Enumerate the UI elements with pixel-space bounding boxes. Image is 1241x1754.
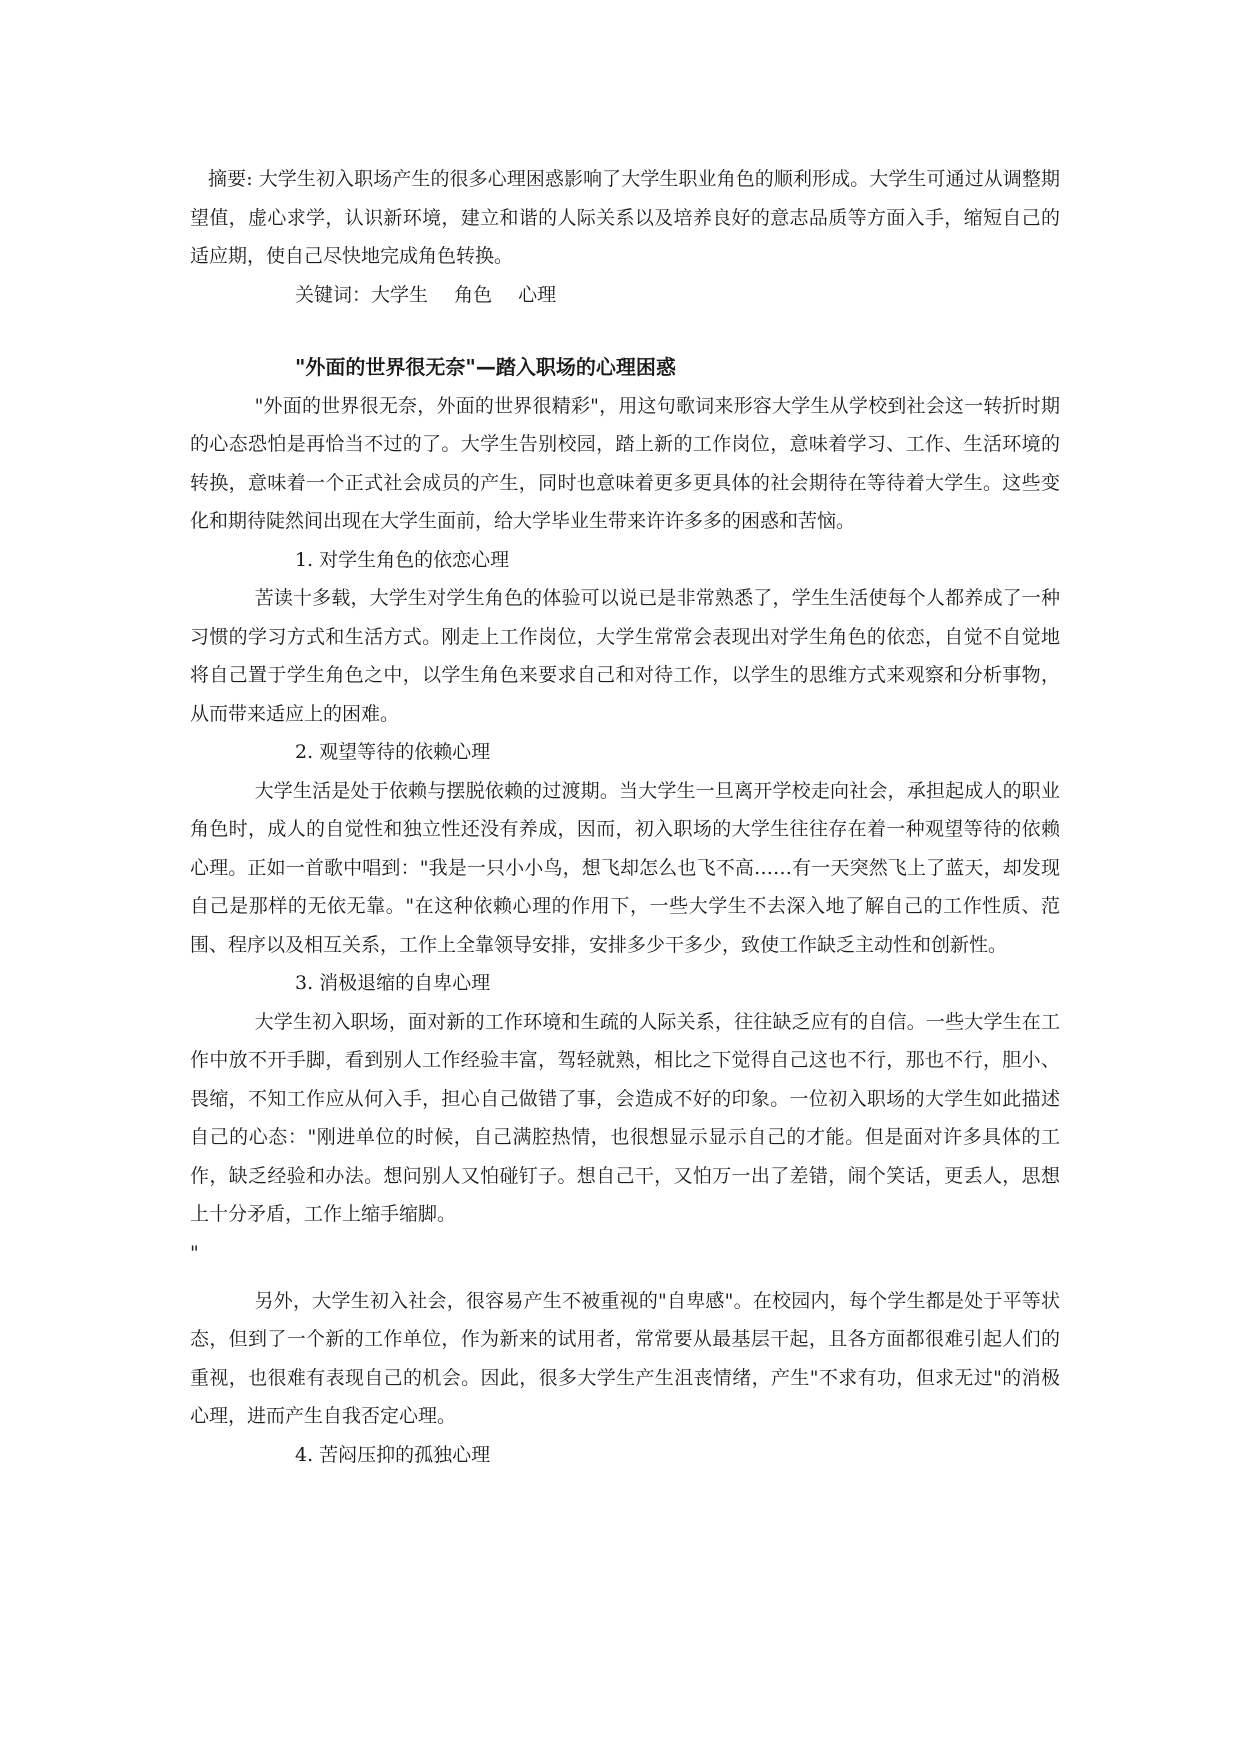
- document-page: [190, 160, 1060, 1474]
- point-body-continued: 另外，大学生初入社会，很容易产生不被重视的"自卑感"。在校园内，每个学生都是处于平等状态，但到了一个新的工作单位，作为新来的试用者，常常要从最基层干起，且各方面都很难引起人们的重视，也很难有表现自己的机会。因此，很多大学生产生沮丧情绪，产生"不求有功，但求无过"的消极心理，进而产生自我否定心理。: [190, 1289, 1060, 1427]
- point-body: 大学生活是处于依赖与摆脱依赖的过渡期。当大学生一旦离开学校走向社会，承担起成人的职业角色时，成人的自觉性和独立性还没有养成，因而，初入职场的大学生往往存在着一种观望等待的依赖心理。正如一首歌中唱到："我是一只小小鸟，想飞却怎么也飞不高……有一天突然飞上了蓝天，却发现自己是那样的无依无靠。"在这种依赖心理的作用下，一些大学生不去深入地了解自己的工作性质、范围、程序以及相互关系，工作上全靠领导安排，安排多少干多少，致使工作缺乏主动性和创新性。: [190, 779, 1060, 956]
- keywords-label: 关键词：大学生: [295, 283, 429, 306]
- section-intro-paragraph: "外面的世界很无奈，外面的世界很精彩"，用这句歌词来形容大学生从学校到社会这一转折时期的心态恐怕是再恰当不过的了。大学生告别校园，踏上新的工作岗位，意味着学习、工作、生活环境的转换，意味着一个正式社会成员的产生，同时也意味着更多更具体的社会期待在等待着大学生。这些变化和期待陡然间出现在大学生面前，给大学毕业生带来许许多多的困惑和苦恼。: [190, 394, 1060, 532]
- point-body: 大学生初入职场，面对新的工作环境和生疏的人际关系，往往缺乏应有的自信。一些大学生在工作中放不开手脚，看到别人工作经验丰富，驾轻就熟，相比之下觉得自己这也不行，那也不行，胆小、畏缩，不知工作应从何入手，担心自己做错了事，会造成不好的印象。一位初入职场的大学生如此描述自己的心态："刚进单位的时候，自己满腔热情，也很想显示显示自己的才能。但是面对许多具体的工作，缺乏经验和办法。想问别人又怕碰钉子。想自己干，又怕万一出了差错，闹个笑话，更丢人，思想上十分矛盾，工作上缩手缩脚。: [190, 1010, 1060, 1225]
- closing-quote: ": [190, 1241, 199, 1264]
- point-title: 2. 观望等待的依赖心理: [295, 741, 491, 763]
- keyword-item: 角色: [454, 283, 493, 306]
- keywords-line: [190, 276, 1060, 315]
- keyword-item: 心理: [518, 283, 557, 306]
- point-title: 3. 消极退缩的自卑心理: [295, 972, 491, 994]
- abstract-paragraph: 摘要: 大学生初入职场产生的很多心理困惑影响了大学生职业角色的顺利形成。大学生可通过从调整期望值，虚心求学，认识新环境，建立和谐的人际关系以及培养良好的意志品质等方面入手，缩短自己的适应期，使自己尽快地完成角色转换。: [190, 168, 1060, 267]
- section-heading: "外面的世界很无奈"—踏入职场的心理困惑: [295, 355, 676, 379]
- paragraph-gap: [190, 1272, 1060, 1282]
- point-title: 4. 苦闷压抑的孤独心理: [295, 1443, 491, 1466]
- point-body: 苦读十多载，大学生对学生角色的体验可以说已是非常熟悉了，学生生活使每个人都养成了一种习惯的学习方式和生活方式。刚走上工作岗位，大学生常常会表现出对学生角色的依恋，自觉不自觉地将自己置于学生角色之中，以学生角色来要求自己和对待工作，以学生的思维方式来观察和分析事物，从而带来适应上的困难。: [190, 587, 1060, 725]
- point-title: 1. 对学生角色的依恋心理: [295, 548, 510, 571]
